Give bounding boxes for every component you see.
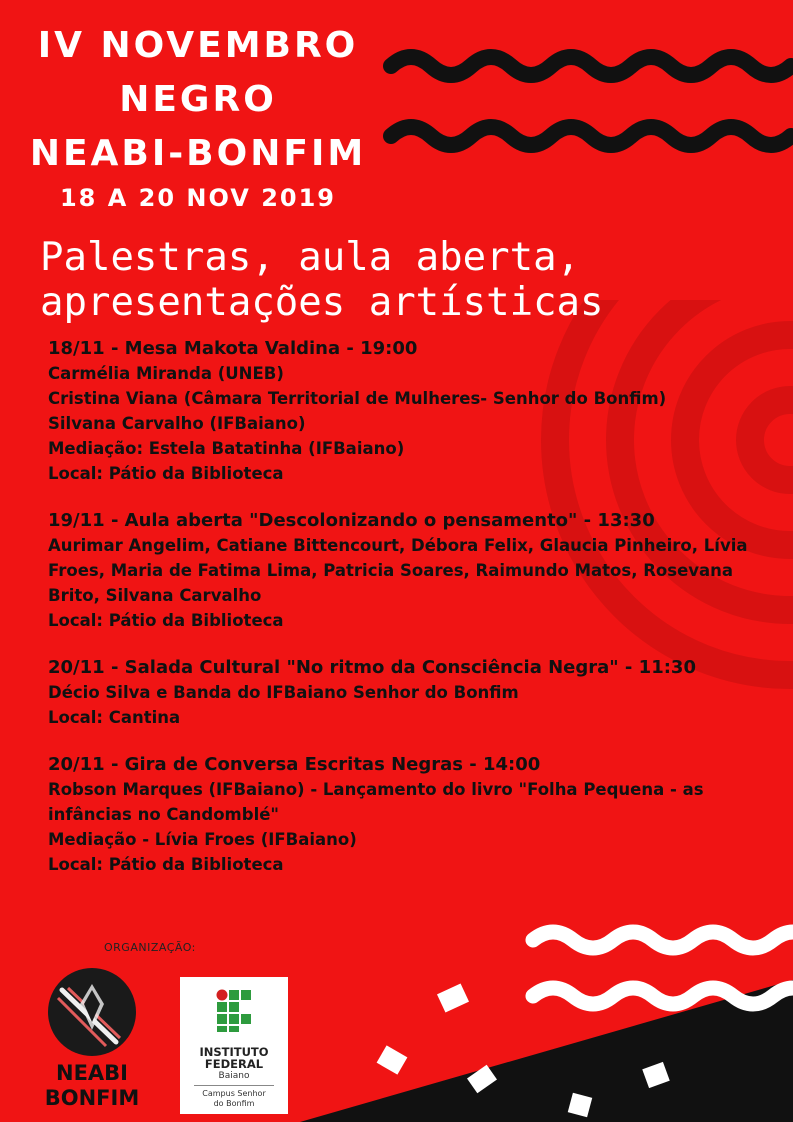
event-line: Local: Pátio da Biblioteca [48, 611, 284, 630]
if-logo-card [180, 977, 288, 1114]
if-logo-line-3: Baiano [218, 1071, 250, 1081]
schedule [48, 336, 768, 899]
event-heading: 20/11 - Gira de Conversa Escritas Negras - 14:00 [48, 754, 541, 775]
event-line: Cristina Viana (Câmara Territorial de Mulheres- Senhor do Bonfim) [48, 389, 667, 408]
event-block [48, 336, 768, 486]
event-block [48, 508, 768, 633]
if-logo-line-1: INSTITUTO [199, 1045, 269, 1059]
event-line: Carmélia Miranda (UNEB) [48, 364, 284, 383]
event-block [48, 752, 768, 877]
event-line: Décio Silva e Banda do IFBaiano Senhor do Bonfim [48, 683, 519, 702]
if-campus-line-2: do Bonfim [213, 1099, 255, 1108]
event-heading: 20/11 - Salada Cultural "No ritmo da Consciência Negra" - 11:30 [48, 657, 696, 678]
if-campus-line-1: Campus Senhor [202, 1089, 266, 1098]
event-line: Local: Pátio da Biblioteca [48, 855, 284, 874]
if-logo-icon [216, 989, 252, 1033]
poster-title-line-3: NEABI-BONFIM [29, 133, 367, 174]
event-line: Froes, Maria de Fatima Lima, Patricia Soares, Raimundo Matos, Rosevana [48, 561, 734, 580]
subtitle-line-1: Palestras, aula aberta, [40, 235, 581, 280]
if-logo-divider [194, 1085, 274, 1086]
event-line: Local: Cantina [48, 708, 181, 727]
organization-label: ORGANIZAÇÃO: [104, 941, 196, 954]
event-dates: 18 A 20 NOV 2019 [59, 184, 336, 212]
event-line: Mediação: Estela Batatinha (IFBaiano) [48, 439, 405, 458]
event-line: Robson Marques (IFBaiano) - Lançamento do livro "Folha Pequena - as [48, 780, 704, 799]
neabi-emblem-icon [44, 960, 140, 1060]
if-logo-line-2: FEDERAL [204, 1057, 264, 1071]
neabi-logo-line-2: BONFIM [44, 1086, 140, 1110]
event-line: Mediação - Lívia Froes (IFBaiano) [48, 830, 357, 849]
event-line: infâncias no Candomblé" [48, 805, 280, 824]
event-block [48, 655, 768, 730]
wave-decoration [383, 48, 793, 178]
subtitle-line-2: apresentações artísticas [40, 280, 604, 325]
corner-decoration [300, 920, 793, 1122]
event-line: Aurimar Angelim, Catiane Bittencourt, Débora Felix, Glaucia Pinheiro, Lívia [48, 536, 748, 555]
poster-title-line-2: NEGRO [119, 79, 277, 120]
event-heading: 18/11 - Mesa Makota Valdina - 19:00 [48, 338, 418, 359]
poster-title-line-1: IV NOVEMBRO [37, 25, 359, 66]
event-line: Brito, Silvana Carvalho [48, 586, 262, 605]
event-heading: 19/11 - Aula aberta "Descolonizando o pensamento" - 13:30 [48, 510, 655, 531]
event-line: Local: Pátio da Biblioteca [48, 464, 284, 483]
neabi-logo-line-1: NEABI [56, 1061, 128, 1085]
event-line: Silvana Carvalho (IFBaiano) [48, 414, 306, 433]
